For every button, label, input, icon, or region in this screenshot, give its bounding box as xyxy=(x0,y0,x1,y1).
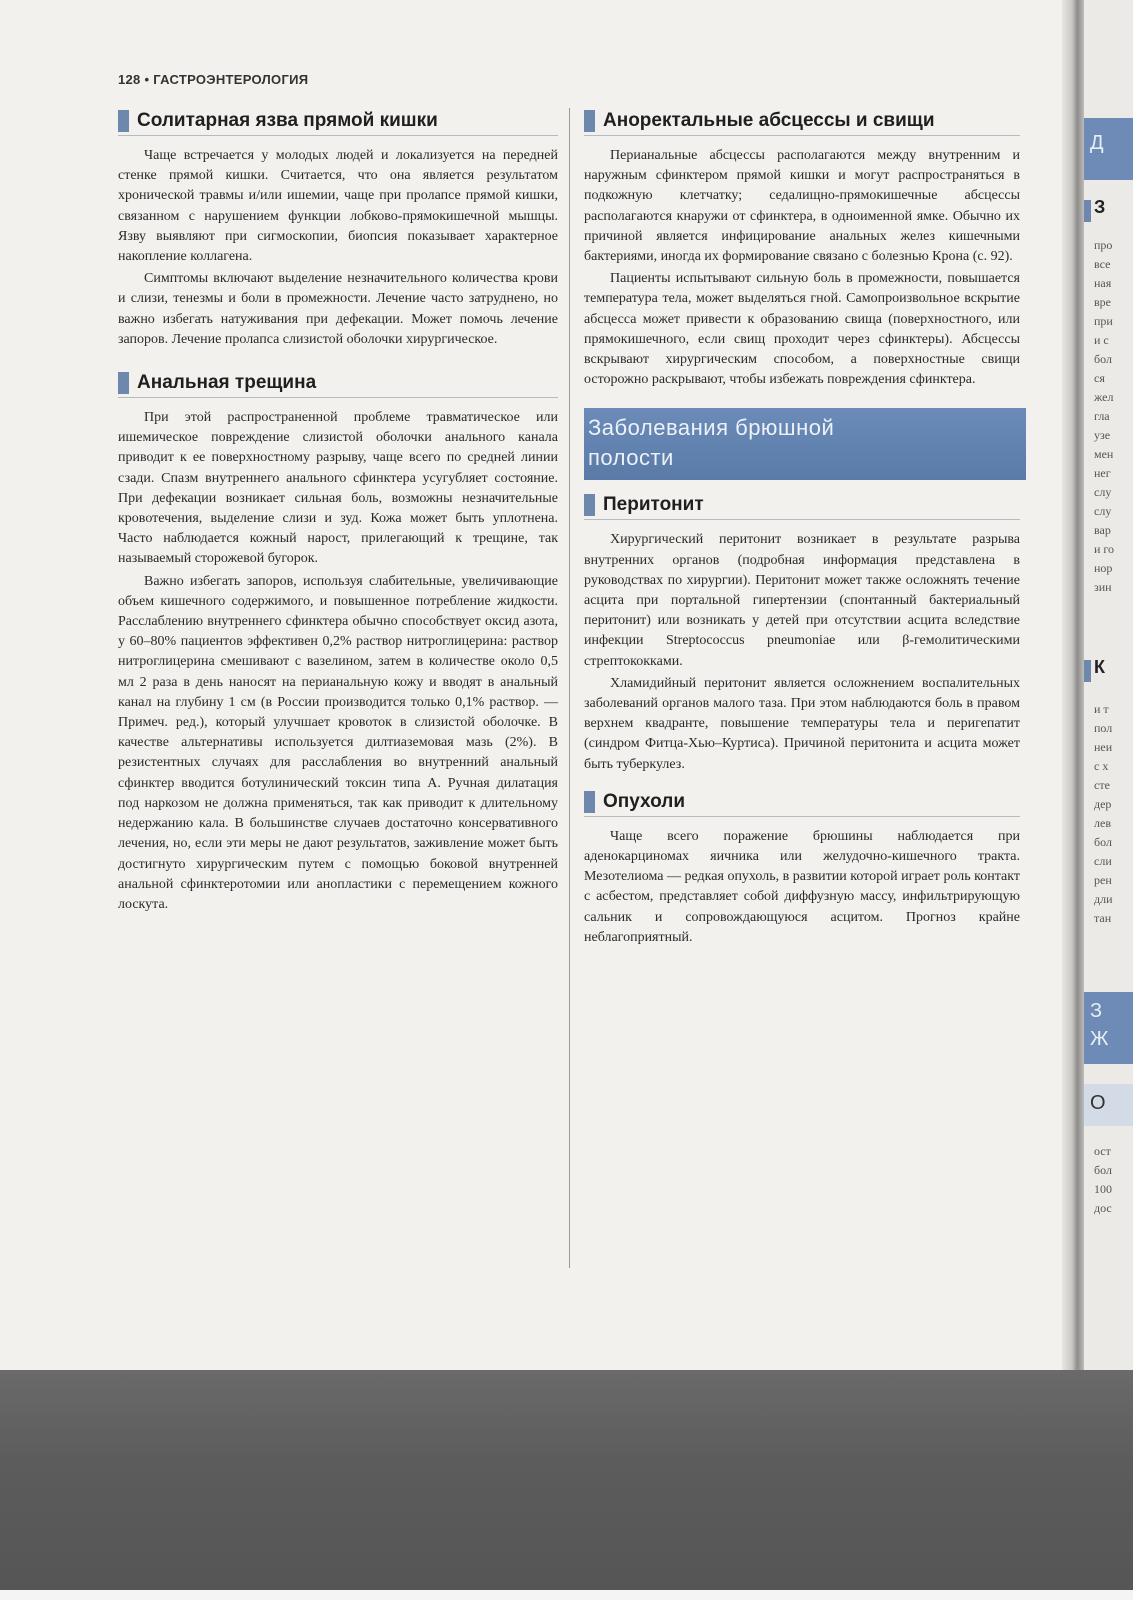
heading-text: Опухоли xyxy=(603,790,686,812)
next-page-line-fragment: и го xyxy=(1094,542,1115,556)
heading-marker xyxy=(584,791,595,813)
next-page-line-fragment: 100 xyxy=(1094,1182,1112,1196)
next-page-line-fragment: узе xyxy=(1094,428,1111,442)
book-gutter xyxy=(1062,0,1084,1370)
next-page-line-fragment: нег xyxy=(1094,466,1111,480)
heading-text: Анальная трещина xyxy=(137,372,317,394)
heading-marker xyxy=(1084,660,1091,682)
heading-marker xyxy=(584,494,595,516)
heading-marker xyxy=(118,372,129,394)
heading-marker xyxy=(584,110,595,132)
heading-text: Солитарная язва прямой кишки xyxy=(137,110,438,131)
next-page-line-fragment: при xyxy=(1094,314,1113,328)
paragraph: Пациенты испытывают сильную боль в промежности, повышается температура тела, может выделяться гной. Самопроизвольное вскрытие абсцесса может привести к образованию свища (поверхностного, или прямокишечного, если свищ проходит через сфинктеры). Абсцессы вскрывают хирургическим способом, а поверхностные свищи осторожно раскрывают, чтобы избежать повреждения сфинктера. xyxy=(584,271,1020,388)
left-column xyxy=(118,104,558,917)
next-page-line-fragment: дли xyxy=(1094,892,1113,906)
paragraph: Симптомы включают выделение незначительного количества крови и слизи, тенезмы и боли в промежности. Лечение часто затруднено, но важно избегать натуживания при дефекации. Может помочь лечение запоров. Лечение пролапса слизистой оболочки хирургическое. xyxy=(118,271,558,347)
next-page-line-fragment: сли xyxy=(1094,854,1112,868)
paragraph: Хирургический перитонит возникает в результате разрыва внутренних органов (подробная информация представлена в руководствах по хирургии). Перитонит может также осложнять течение асцита при портальной гипертензии (спонтанный бактериальный перитонит) или возникать у детей при отсутствии асцита вследствие инфекции Streptococcus pneumoniae или β-гемолитическими стрептококками. xyxy=(584,532,1020,669)
next-page-line-fragment: все xyxy=(1094,257,1111,271)
next-page-line-fragment: про xyxy=(1094,238,1113,252)
next-page-line-fragment: нор xyxy=(1094,561,1113,575)
next-page-line-fragment: зин xyxy=(1094,580,1112,594)
next-page-line-fragment: гла xyxy=(1094,409,1110,423)
next-page-line-fragment: слу xyxy=(1094,485,1112,499)
paragraph: Важно избегать запоров, используя слабительные, увеличивающие объем кишечного содержимого, и повышенное потребление жидкости. Расслаблению внутреннего сфинктера обычно способствует оксид азота, у 60–80% пациентов эффективен 0,2% раствор нитроглицерина: раствор нитроглицерина смешивают с вазелином, затем в количестве около 0,5 мл 2 раза в день наносят на перианальную кожу и вводят в анальный канал на глубину 1 см (в России производится только 0,1% раствор. — Примеч. ред.), который улучшает кровоток в слизистой оболочке. В качестве альтернативы используется дилтиаземовая мазь (2%). В резистентных случаях для расслабления во внутренний анальный сфинктер вводится ботулинический токсин типа А. Ручная дилатация под наркозом не должна применяться, так как приводит к длительному недержанию кала. В большинстве случаев достаточно консервативного лечения, но, если эти меры не дают результатов, заживление может быть достигнуто хирургическим путем с помощью боковой внутренней анальной сфинктеротомии или анопластики с перемещением кожного лоскута. xyxy=(118,573,558,912)
next-page-line-fragment: пол xyxy=(1094,721,1113,735)
chapter-section-banner xyxy=(584,408,1026,480)
next-page-line-fragment: дос xyxy=(1094,1201,1112,1215)
next-page-subheading-box xyxy=(1084,1084,1133,1126)
paragraph: Перианальные абсцессы располагаются между внутренним и наружным сфинктером прямой кишки и могут распространяться в подкожную клетчатку; седалищно-прямокишечные абсцессы располагаются кнаружи от сфинктера, в одноименной ямке. Обычно их причиной является инфицирование анальных желез кишечными бактериями, иногда их формирование связано с болезнью Крона (с. 92). xyxy=(584,148,1020,265)
heading-text: Перитонит xyxy=(603,494,704,516)
section-heading xyxy=(584,494,1020,520)
heading-text: Аноректальные абсцессы и свищи xyxy=(603,110,935,131)
next-page-line-fragment: вар xyxy=(1094,523,1111,537)
next-page-heading: К xyxy=(1094,657,1105,677)
next-page-line-fragment: неи xyxy=(1094,740,1113,754)
next-page-line-fragment: слу xyxy=(1094,504,1112,518)
paragraph: Чаще встречается у молодых людей и локализуется на передней стенке прямой кишки. Считается, что она является результатом хронической травмы и/или ишемии, чаще при пролапсе прямой кишки, связанном с нарушением функции лобково-прямокишечной мышцы. Язву выявляют при сигмоскопии, биопсия показывает характерное накопление коллагена. xyxy=(118,148,558,265)
running-head: 128 • ГАСТРОЭНТЕРОЛОГИЯ xyxy=(118,72,309,87)
section-heading xyxy=(584,110,1020,136)
next-page-line-fragment: лев xyxy=(1094,816,1111,830)
paragraph: Хламидийный перитонит является осложнением воспалительных заболеваний органов малого таза. При этом наблюдаются боль в правом верхнем квадранте, повышение температуры тела и перигепатит (синдром Фитца-Хью–Куртиса). Причиной перитонита и асцита может быть туберкулез. xyxy=(584,675,1020,772)
next-page-heading: З xyxy=(1094,197,1106,217)
banner-title-line: полости xyxy=(588,445,674,471)
next-page-line-fragment: и с xyxy=(1094,333,1109,347)
banner-title-line: Заболевания брюшной xyxy=(588,415,835,441)
section-heading xyxy=(118,110,558,136)
next-page-banner xyxy=(1084,992,1133,1064)
scan-edge xyxy=(0,1590,1133,1600)
next-page-line-fragment: тан xyxy=(1094,911,1112,925)
next-page-line-fragment: ная xyxy=(1094,276,1112,290)
heading-marker xyxy=(118,110,129,132)
banner-title xyxy=(588,413,834,473)
next-page-line-fragment: вре xyxy=(1094,295,1111,309)
next-page-line-fragment: бол xyxy=(1094,1163,1112,1177)
section-heading xyxy=(584,791,1020,817)
column-divider xyxy=(569,108,570,1268)
paragraph: Чаще всего поражение брюшины наблюдается при аденокарциномах яичника или желудочно-кишечного тракта. Мезотелиома — редкая опухоль, в развитии которой играет роль контакт с асбестом, представляет собой диффузную массу, инфильтрирующую сальник и сопровождающуюся асцитом. Прогноз крайне неблагоприятный. xyxy=(584,828,1020,945)
next-page-line-fragment: рен xyxy=(1094,873,1112,887)
next-page-banner-text: Д xyxy=(1090,132,1104,154)
next-page-line-fragment: с х xyxy=(1094,759,1109,773)
next-page-box-text: О xyxy=(1090,1092,1106,1114)
next-page-line-fragment: дер xyxy=(1094,797,1112,811)
scan-background xyxy=(0,1370,1133,1600)
next-page-line-fragment: бол xyxy=(1094,835,1112,849)
next-page-line-fragment: жел xyxy=(1094,390,1114,404)
paragraph: При этой распространенной проблеме травматическое или ишемическое повреждение слизистой оболочки анального канала приводит к ее поверхностному разрыву, чаще всего по средней линии сзади. Спазм внутреннего анального сфинктера усугубляет состояние. При дефекации возникает сильная боль, возможны незначительные кровотечения, выделение слизи и зуд. Кожа может быть уплотнена. Часто наблюдается кожный нарост, прилегающий к трещине, так называемый сторожевой бугорок. xyxy=(118,410,558,567)
next-page-line-fragment: ся xyxy=(1094,371,1105,385)
next-page-line-fragment: сте xyxy=(1094,778,1110,792)
heading-marker xyxy=(1084,200,1091,222)
next-page-line-fragment: и т xyxy=(1094,702,1109,716)
section-heading xyxy=(118,372,558,398)
next-page-edge xyxy=(1084,0,1133,1370)
next-page-banner xyxy=(1084,118,1133,180)
next-page-line-fragment: мен xyxy=(1094,447,1114,461)
next-page-line-fragment: бол xyxy=(1094,352,1112,366)
next-page-banner-text: З xyxy=(1090,1000,1103,1022)
right-column xyxy=(584,104,1020,950)
next-page-line-fragment: ост xyxy=(1094,1144,1111,1158)
next-page-banner-text: Ж xyxy=(1090,1028,1109,1050)
